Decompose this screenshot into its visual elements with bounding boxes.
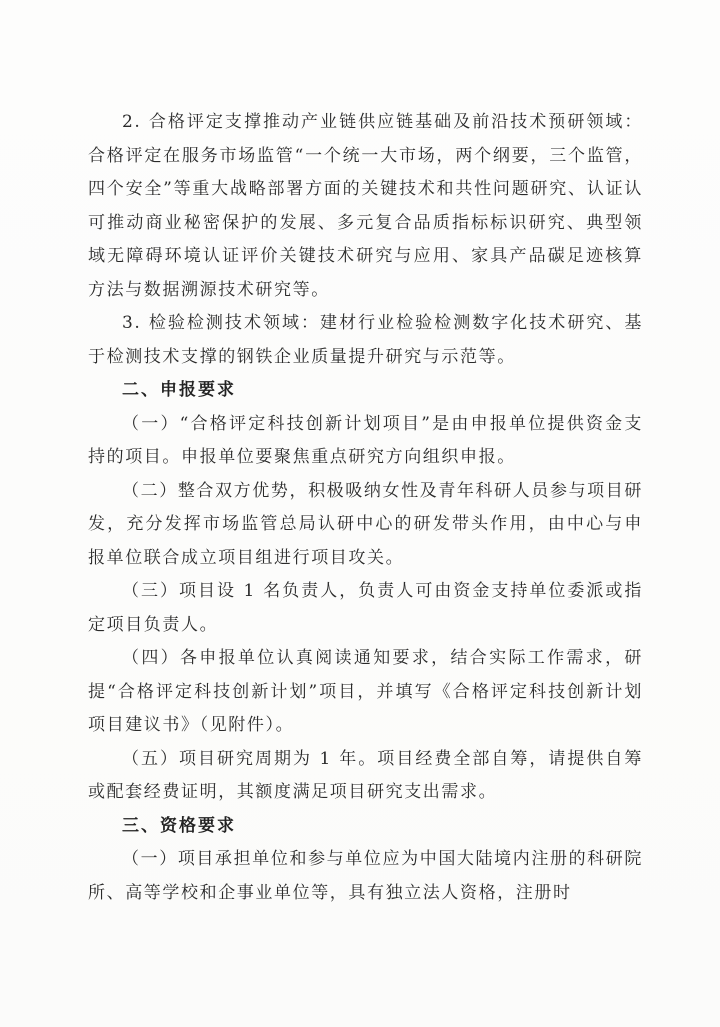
paragraph-inspection-testing-field-3: 3. 检验检测技术领域：建材行业检验检测数字化技术研究、基于检测技术支撑的钢铁企业质量提升研究与示范等。: [88, 313, 643, 367]
paragraph-requirement-5: （五）项目研究周期为 1 年。项目经费全部自筹，请提供自筹或配套经费证明，其额度满足项目研究支出需求。: [88, 748, 643, 802]
paragraph-requirement-1: （一）“合格评定科技创新计划项目”是由申报单位提供资金支持的项目。申报单位要聚焦重点研究方向组织申报。: [88, 413, 643, 467]
section-heading-application-requirements: 二、申报要求: [122, 380, 236, 400]
paragraph-tech-research-field-2: 2. 合格评定支撑推动产业链供应链基础及前沿技术预研领域：合格评定在服务市场监管“一个统一大市场，两个纲要，三个监管，四个安全”等重大战略部署方面的关键技术和共性问题研究、认证认可推动商业秘密保护的发展、多元复合品质指标标识研究、典型领域无障碍环境认证评价关键技术研究与应用、家具产品碳足迹核算方法与数据溯源技术研究等。: [88, 112, 643, 300]
section-heading-qualification-requirements: 三、资格要求: [122, 815, 236, 836]
document-body: [88, 106, 643, 910]
paragraph-qualification-1: （一）项目承担单位和参与单位应为中国大陆境内注册的科研院所、高等学校和企事业单位等，具有独立法人资格，注册时: [88, 849, 643, 903]
paragraph-requirement-3: （三）项目设 1 名负责人，负责人可由资金支持单位委派或指定项目负责人。: [88, 581, 643, 635]
paragraph-requirement-2: （二）整合双方优势，积极吸纳女性及青年科研人员参与项目研发，充分发挥市场监管总局认研中心的研发带头作用，由中心与申报单位联合成立项目组进行项目攻关。: [88, 480, 643, 568]
paragraph-requirement-4: （四）各申报单位认真阅读通知要求，结合实际工作需求，研提“合格评定科技创新计划”项目，并填写《合格评定科技创新计划项目建议书》（见附件）。: [88, 648, 643, 735]
